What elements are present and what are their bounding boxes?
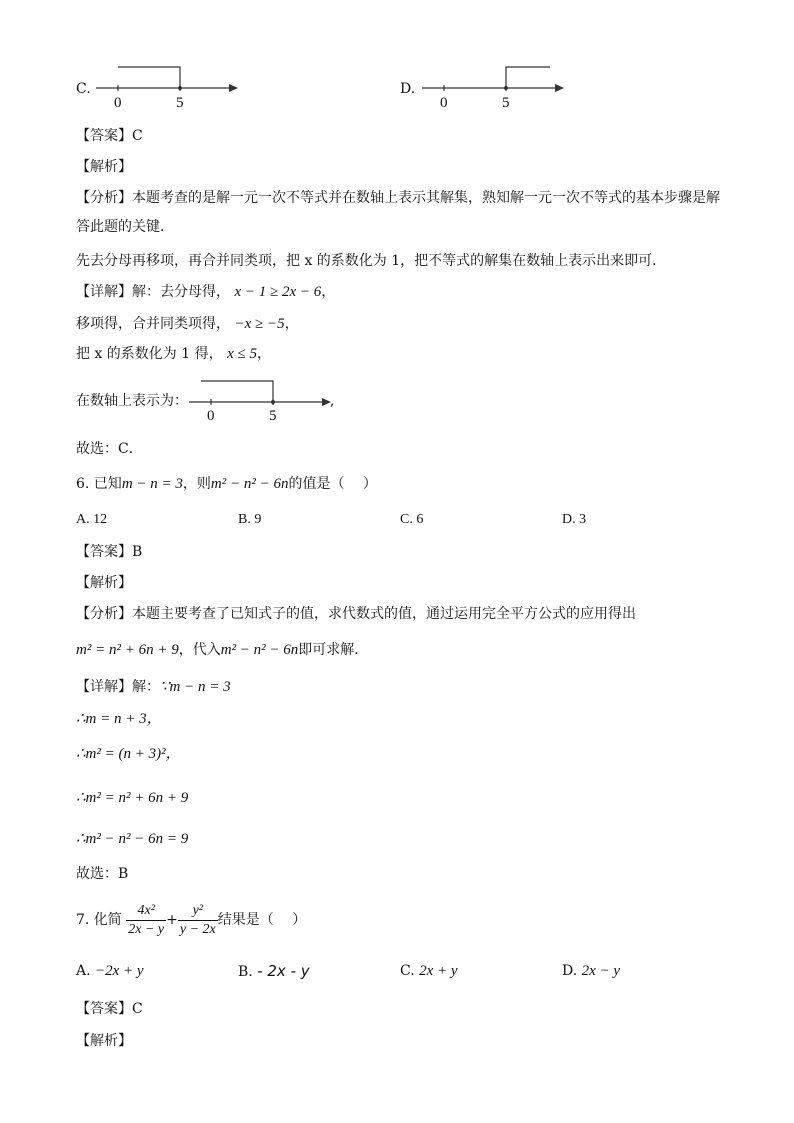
q7-analysis-heading: 【解析】 bbox=[76, 1033, 132, 1049]
tick-0: 0 bbox=[114, 95, 122, 111]
q5-analysis-line1: 【分析】本题考查的是解一元一次不等式并在数轴上表示其解集，熟知解一元一次不等式的基本步骤是解 bbox=[76, 190, 720, 206]
q6-stem-prefix: 6. 已知 bbox=[76, 476, 122, 492]
q7-option-c-label: C. bbox=[400, 963, 415, 979]
q6-answer: 【答案】B bbox=[76, 544, 143, 560]
q7-frac2-numerator: y² bbox=[178, 902, 218, 921]
q5-detail-1-text: 【详解】解：去分母得， bbox=[76, 284, 230, 300]
q7-plus: + bbox=[166, 912, 178, 928]
q7-option-b-math: - 2x - y bbox=[257, 962, 310, 980]
q6-option-a: A. 12 bbox=[76, 512, 108, 527]
tick-5: 5 bbox=[269, 408, 277, 424]
q7-option-d-label: D. bbox=[562, 963, 578, 979]
q7-option-d-math: 2x − y bbox=[581, 963, 621, 979]
q5-analysis-heading: 【解析】 bbox=[76, 159, 132, 175]
tick-5: 5 bbox=[176, 95, 184, 111]
option-d-label: D. bbox=[400, 81, 416, 97]
q7-option-a-label: A. bbox=[76, 963, 91, 979]
q7-option-d bbox=[562, 962, 620, 980]
q6-analysis-heading: 【解析】 bbox=[76, 575, 132, 591]
q6-detail-line4: ∴m² = n² + 6n + 9 bbox=[76, 790, 189, 806]
q6-choose: 故选：B bbox=[76, 866, 129, 882]
q7-frac2-denominator: y − 2x bbox=[179, 921, 216, 937]
q7-stem-prefix: 7. 化简 bbox=[76, 912, 122, 928]
q7-option-b-label: B. bbox=[238, 964, 253, 980]
q6-stem-mid: ，则 bbox=[182, 476, 211, 492]
q6-option-c: C. 6 bbox=[400, 512, 424, 527]
q6-analysis-line1: 【分析】本题主要考查了已知式子的值，求代数式的值，通过运用完全平方公式的应用得出 bbox=[76, 606, 636, 622]
q6-detail-line3: ∴m² = (n + 3)²， bbox=[76, 746, 181, 762]
q7-option-b bbox=[238, 962, 310, 981]
numberline-option-c bbox=[92, 62, 242, 114]
q6-analysis-mid: ，代入 bbox=[178, 642, 221, 658]
q5-detail-1-math: x − 1 ≥ 2x − 6 bbox=[234, 284, 322, 300]
q5-detail-2-text: 移项得，合并同类项得， bbox=[76, 316, 230, 332]
q5-analysis-line2: 答此题的关键． bbox=[76, 219, 174, 235]
q6-detail-line1 bbox=[76, 678, 231, 696]
q6-detail-1-math: ∵m − n = 3 bbox=[160, 679, 231, 695]
q6-option-d: D. 3 bbox=[562, 512, 587, 527]
q6-stem-cond: m − n = 3 bbox=[121, 476, 183, 492]
q5-detail-line2: 移项得，合并同类项得， −x ≥ −5， bbox=[76, 316, 299, 332]
q7-frac1-denominator: 2x − y bbox=[128, 921, 165, 937]
q7-option-c-math: 2x + y bbox=[419, 963, 458, 979]
q6-analysis-math1: m² = n² + 6n + 9 bbox=[76, 642, 179, 658]
q5-detail-3-math: x ≤ 5 bbox=[227, 346, 257, 362]
numberline-solution bbox=[185, 376, 335, 428]
q6-stem-expr: m² − n² − 6n bbox=[210, 476, 289, 492]
comma: , bbox=[330, 393, 335, 409]
q5-analysis-line3: 先去分母再移项，再合并同类项，把 x 的系数化为 1，把不等式的解集在数轴上表示出来即可． bbox=[76, 253, 667, 269]
option-c-label: C. bbox=[76, 81, 91, 97]
q5-numberline-label: 在数轴上表示为： bbox=[76, 393, 188, 409]
q7-stem-suffix: 结果是（ ） bbox=[217, 912, 307, 928]
q6-analysis-math2: m² − n² − 6n bbox=[220, 642, 299, 658]
q6-stem bbox=[76, 475, 377, 493]
q5-answer: 【答案】C bbox=[76, 128, 143, 144]
q5-detail-line3: 把 x 的系数化为 1 得， x ≤ 5， bbox=[76, 346, 271, 362]
q6-option-b: B. 9 bbox=[238, 512, 262, 527]
q5-choose: 故选：C． bbox=[76, 441, 143, 457]
q5-detail-2-math: −x ≥ −5 bbox=[234, 316, 285, 332]
q6-detail-1-text: 【详解】解： bbox=[76, 679, 160, 695]
q5-detail-line1: 【详解】解：去分母得， x − 1 ≥ 2x − 6， bbox=[76, 284, 336, 300]
tick-0: 0 bbox=[207, 408, 215, 424]
q7-stem bbox=[76, 900, 306, 940]
q6-stem-suffix: 的值是（ ） bbox=[288, 476, 377, 492]
q7-option-a-math: −2x + y bbox=[95, 963, 144, 979]
q7-fraction-1 bbox=[126, 902, 166, 939]
q6-detail-line2: ∴m = n + 3， bbox=[76, 711, 162, 727]
numberline-option-d bbox=[418, 62, 568, 114]
q6-detail-line5: ∴m² − n² − 6n = 9 bbox=[76, 831, 189, 847]
q7-option-c bbox=[400, 962, 458, 980]
q7-frac1-numerator: 4x² bbox=[126, 902, 166, 921]
q7-option-a bbox=[76, 962, 144, 980]
q5-detail-3-text: 把 x 的系数化为 1 得， bbox=[76, 346, 223, 362]
tick-5: 5 bbox=[502, 95, 510, 111]
tick-0: 0 bbox=[440, 95, 448, 111]
q7-answer: 【答案】C bbox=[76, 1001, 143, 1017]
q6-analysis-line2 bbox=[76, 641, 368, 659]
q7-fraction-2 bbox=[178, 902, 218, 939]
q6-analysis-suffix: 即可求解． bbox=[298, 642, 369, 658]
